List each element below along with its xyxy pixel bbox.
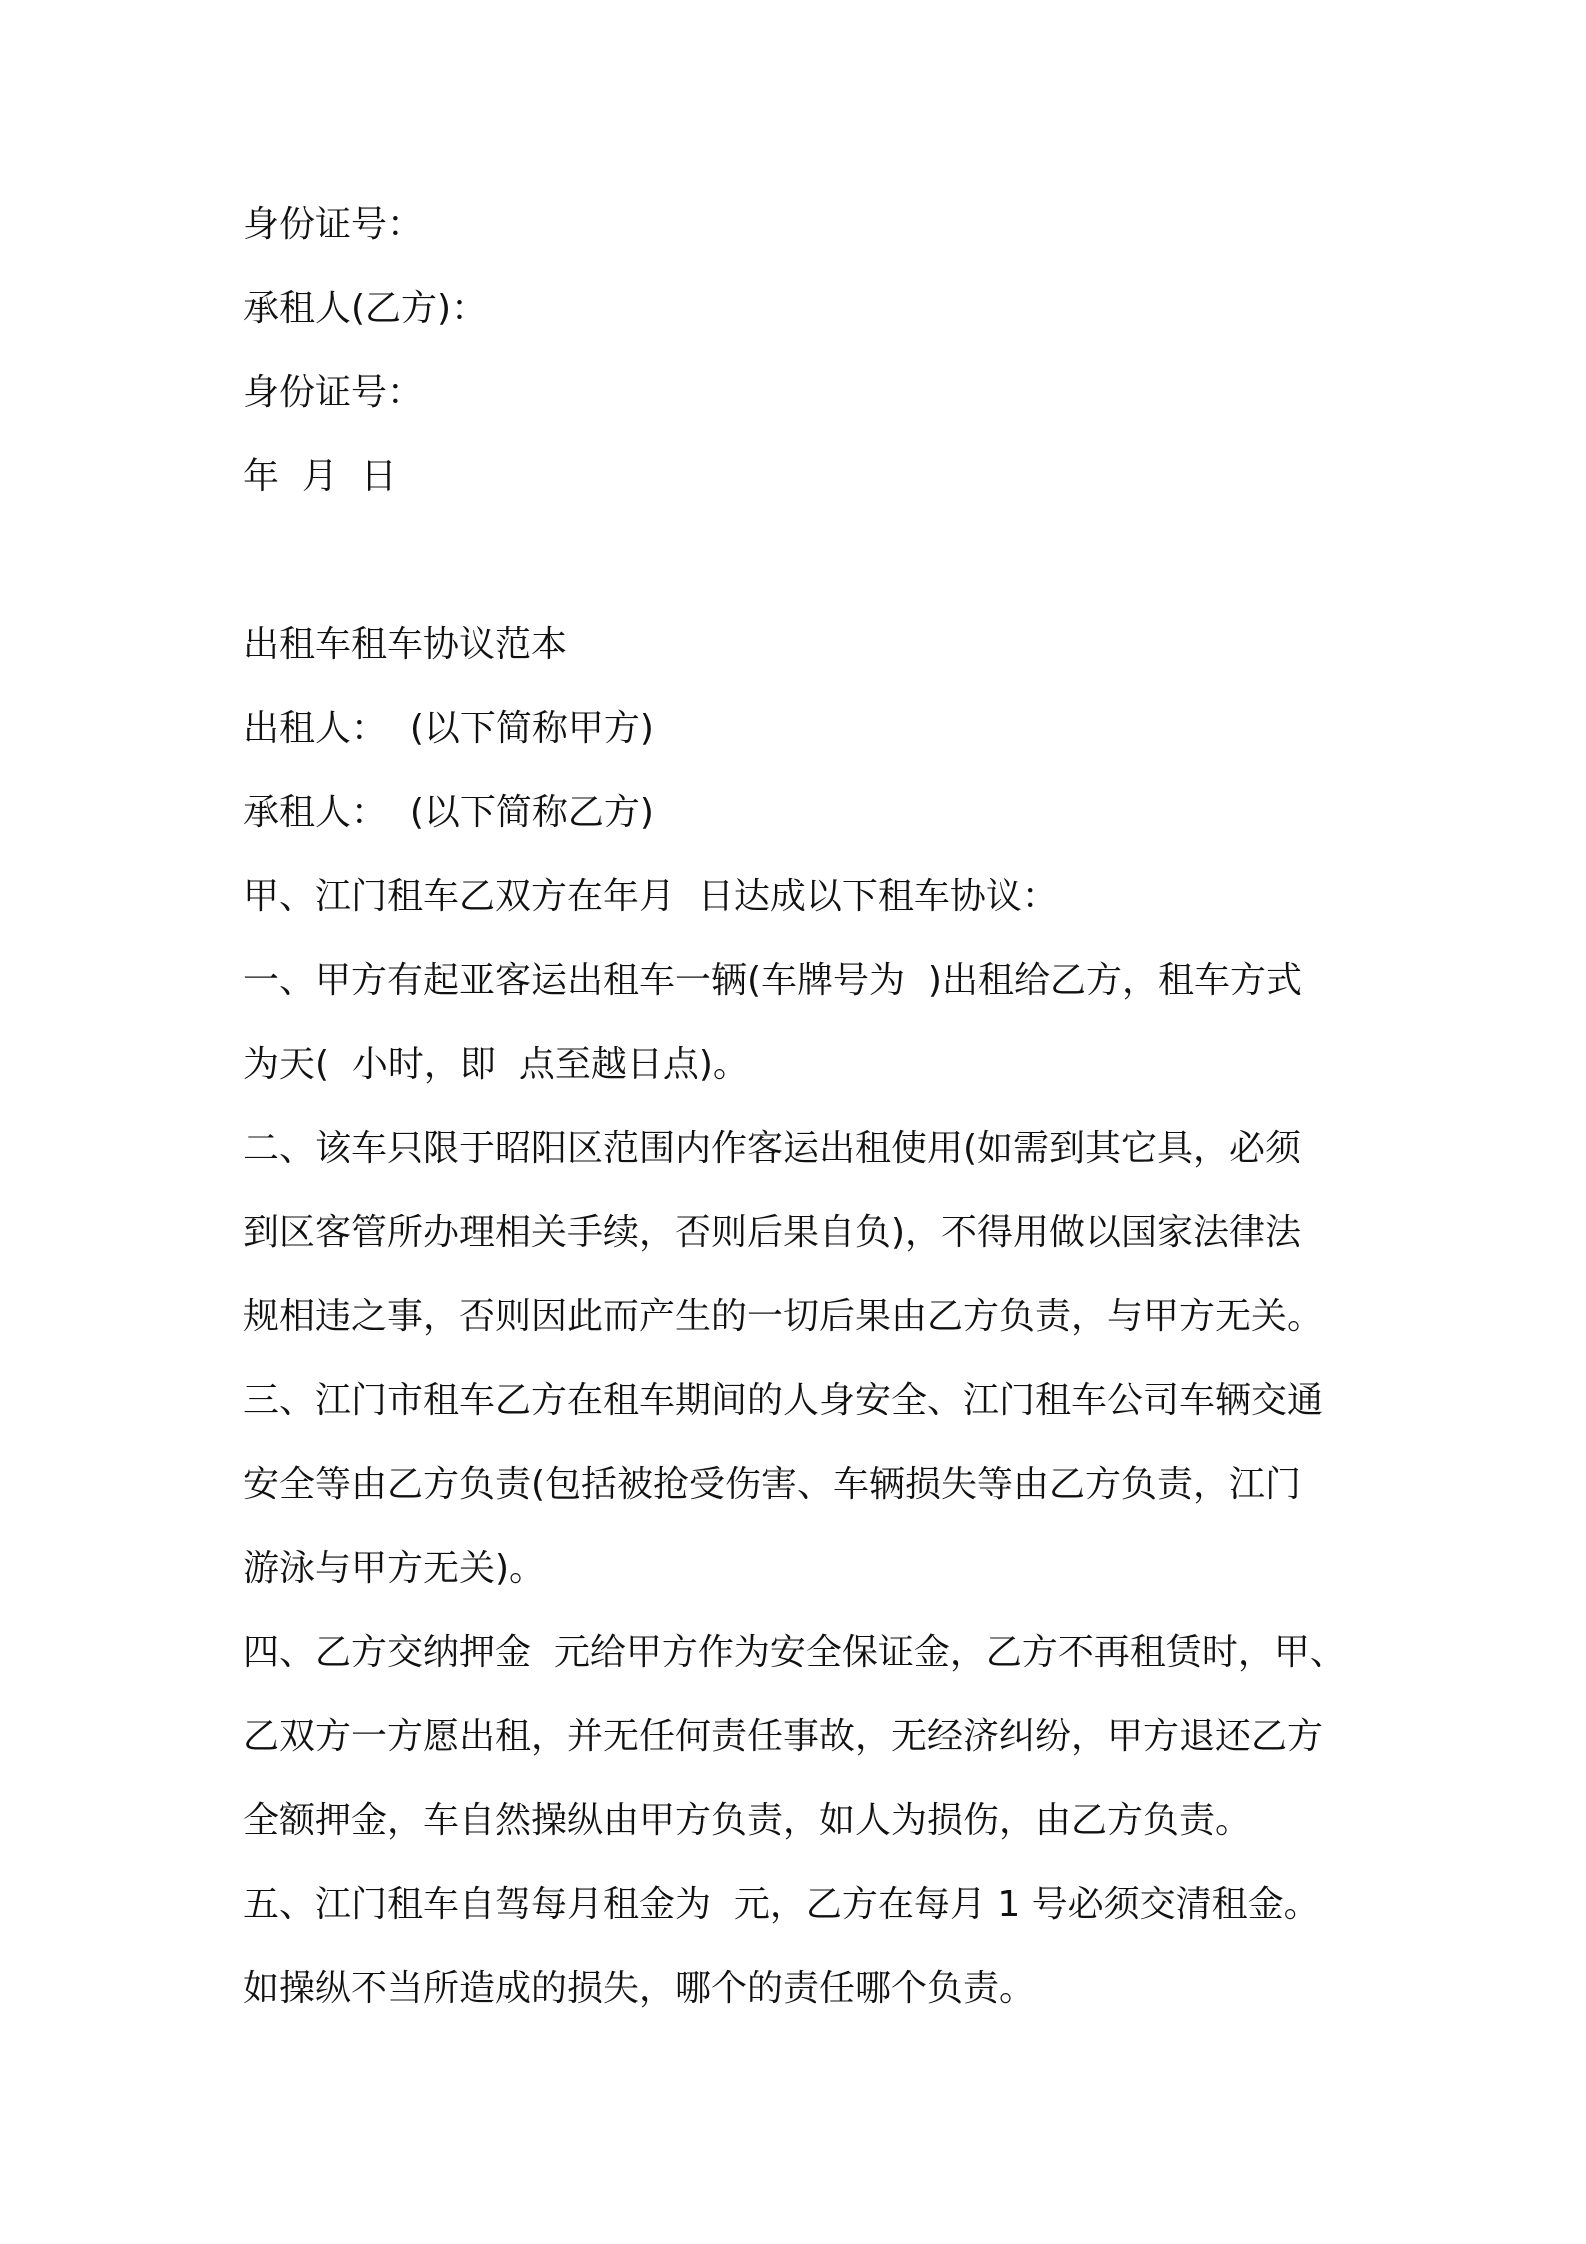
id-number-label-lessor: 身份证号： [243, 204, 424, 245]
clause-4-line-1: 四、乙方交纳押金 元给甲方作为安全保证金，乙方不再租赁时，甲、 [243, 1632, 1346, 1673]
clause-4-line-3: 全额押金，车自然操纵由甲方负责，如人为损伤，由乙方负责。 [243, 1800, 1252, 1841]
clause-3-line-1: 三、江门市租车乙方在租车期间的人身安全、江门租车公司车辆交通 [243, 1380, 1324, 1421]
clause-3-line-2: 安全等由乙方负责(包括被抢受伤害、车辆损失等由乙方负责，江门 [243, 1464, 1302, 1505]
clause-5-line-2: 如操纵不当所造成的损失，哪个的责任哪个负责。 [243, 1968, 1036, 2009]
clause-4-line-2: 乙双方一方愿出租，并无任何责任事故，无经济纠纷，甲方退还乙方 [243, 1716, 1324, 1757]
id-number-label-lessee: 身份证号： [243, 372, 424, 413]
clause-1-line-1: 一、甲方有起亚客运出租车一辆(车牌号为 )出租给乙方，租车方式 [243, 960, 1302, 1001]
agreement-intro: 甲、江门租车乙双方在年月 日达成以下租车协议： [243, 876, 1058, 917]
clause-2-line-3: 规相违之事，否则因此而产生的一切后果由乙方负责，与甲方无关。 [243, 1296, 1324, 1337]
clause-3-line-3: 游泳与甲方无关)。 [243, 1548, 546, 1589]
clause-5-line-1: 五、江门租车自驾每月租金为 元，乙方在每月 1 号必须交清租金。 [243, 1884, 1320, 1925]
document-title: 出租车租车协议范本 [243, 624, 568, 665]
date-line: 年 月 日 [243, 456, 397, 497]
clause-1-line-2: 为天( 小时，即 点至越日点)。 [243, 1044, 749, 1085]
lessee-line: 承租人： (以下简称乙方) [243, 792, 654, 833]
lessor-line: 出租人： (以下简称甲方) [243, 708, 654, 749]
lessee-party-b-label: 承租人(乙方)： [243, 288, 488, 329]
clause-2-line-1: 二、该车只限于昭阳区范围内作客运出租使用(如需到其它具，必须 [243, 1128, 1302, 1169]
clause-2-line-2: 到区客管所办理相关手续，否则后果自负)，不得用做以国家法律法 [243, 1212, 1302, 1253]
